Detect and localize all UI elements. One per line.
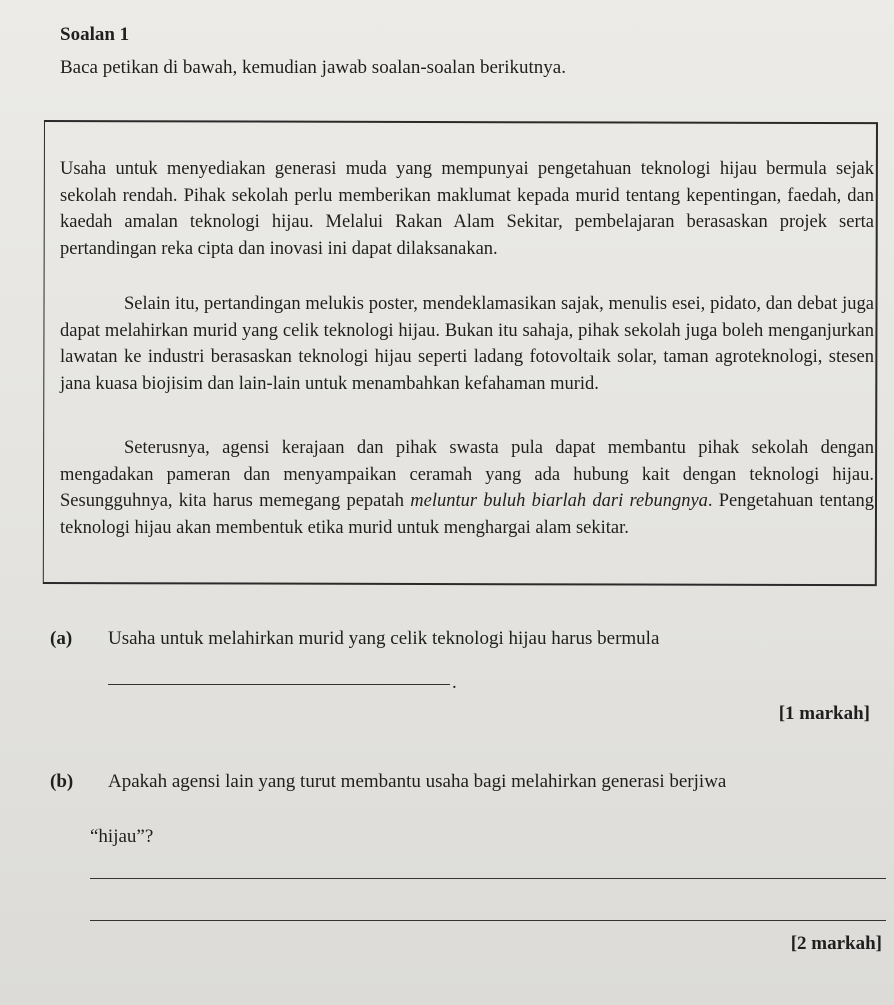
- question-b-marks: [2 markah]: [790, 933, 882, 954]
- question-b-label: (b): [50, 771, 74, 792]
- instruction-text: Baca petikan di bawah, kemudian jawab soalan-soalan berikutnya.: [60, 57, 566, 78]
- question-title: Soalan 1: [60, 24, 130, 45]
- passage-paragraph-2: [60, 291, 874, 397]
- passage-paragraph-2-text: Selain itu, pertandingan melukis poster, mendeklamasikan sajak, menulis esei, pidato, dan debat juga dapat melahirkan murid yang celik teknologi hijau. Bukan itu sahaja, pihak sekolah juga boleh menganjurkan lawatan ke industri berasaskan teknologi hijau seperti ladang fotovoltaik solar, taman agroteknologi, stesen jana kuasa biojisim dan lain-lain untuk menambahkan kefahaman murid.: [60, 294, 874, 394]
- passage-paragraph-1: Usaha untuk menyediakan generasi muda yang mempunyai pengetahuan teknologi hijau bermula sejak sekolah rendah. Pihak sekolah perlu memberikan maklumat kepada murid tentang kepentingan, faedah, dan kaedah amalan teknologi hijau. Melalui Rakan Alam Sekitar, pembelajaran berasaskan projek serta pertandingan reka cipta dan inovasi ini dapat dilaksanakan.: [60, 159, 874, 259]
- answer-line-a[interactable]: [108, 684, 450, 685]
- idiom-text: meluntur buluh biarlah dari rebungnya: [410, 491, 708, 511]
- question-a-text: Usaha untuk melahirkan murid yang celik teknologi hijau harus bermula: [108, 628, 660, 649]
- question-b-text: Apakah agensi lain yang turut membantu usaha bagi melahirkan generasi berjiwa: [108, 771, 727, 792]
- question-a-end: .: [452, 672, 457, 693]
- passage-paragraph-3-end: . Pengetahuan tentang teknologi hijau akan membentuk etika murid untuk menghargai alam sekitar.: [60, 491, 874, 538]
- passage-paragraph-3: [60, 435, 874, 541]
- passage-paragraph-3-text: Seterusnya, agensi kerajaan dan pihak swasta pula dapat membantu pihak sekolah dengan mengadakan pameran dan menyampaikan ceramah yang ada hubung kait dengan teknologi hijau. Sesungguhnya, kita harus memegang pepatah: [60, 438, 874, 511]
- question-a-marks: [1 markah]: [778, 703, 870, 724]
- answer-line-b-2[interactable]: [90, 920, 886, 921]
- question-b-text-continued: “hijau”?: [90, 826, 154, 847]
- question-a-label: (a): [50, 628, 73, 649]
- answer-line-b-1[interactable]: [90, 878, 886, 879]
